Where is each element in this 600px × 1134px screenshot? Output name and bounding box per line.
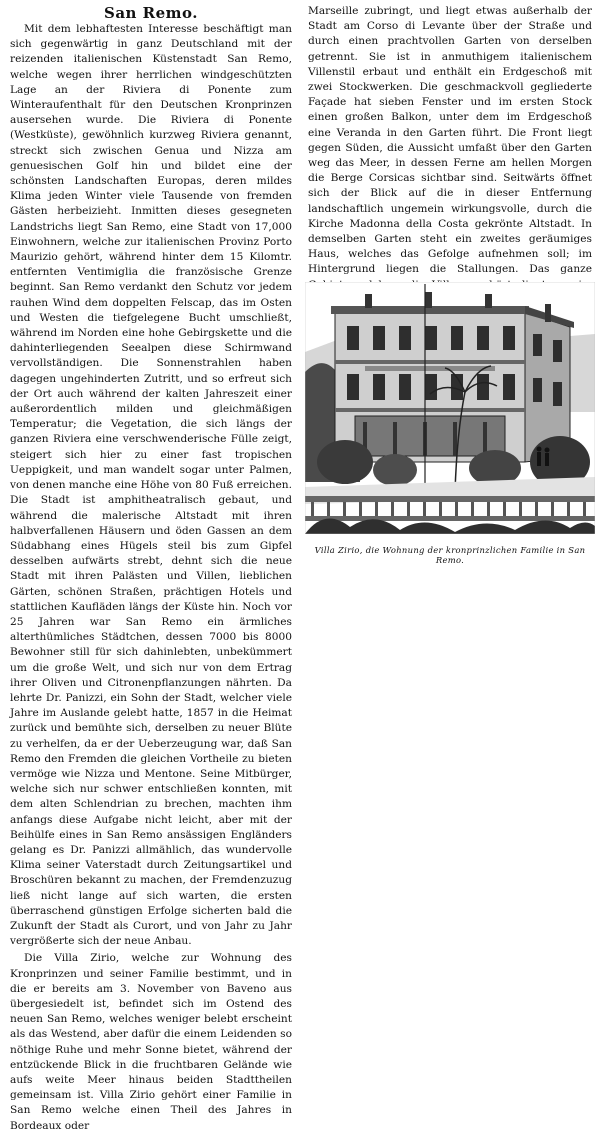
article-title: San Remo. (103, 4, 199, 22)
paragraph-continuation: Marseille zubringt, und liegt etwas außerhalb der Stadt am Corso di Levante über der Straße und durch einen prachtvollen Garten von derselben getrennt. Sie ist in anmuthigem italienischem Villenstil erbaut und enthält ein Erdgeschoß mit zwei Stockwerken. Die geschmackvoll gegliederte Façade hat sieben Fenster und im ersten Stock einen großen Balkon, unter dem im Erdgeschoß eine Veranda in den Garten führt. Die Front liegt gegen Süden, die Aussicht umfaßt über den Garten weg das Meer, in dessen Ferne am hellen Morgen die Berge Corsicas sichtbar sind. Seitwärts öffnet sich der Blick auf die in dieser Entfernung landschaftlich ungemein wirkungsvolle, durch die Kirche Madonna della Costa gekrönte Altstadt. In demselben Garten steht ein zweites geräumiges Haus, welches das Gefolge aufnehmen soll; im Hintergrund liegen die Stallungen. Das ganze (308, 5, 592, 276)
villa-zirio-engraving (305, 282, 595, 534)
figure-caption: Villa Zirio, die Wohnung der kronprinzlichen Familie in San Remo. (314, 545, 586, 565)
paragraph-intro: Mit dem lebhaftesten Interesse beschäftigt man sich gegenwärtig in ganz Deutschland mit der reizenden italienischen Küstenstadt San Remo, welche wegen ihrer herrlichen windgeschützten Lage an der Riviera di Ponente zum Winteraufenthalt für den Deutschen Kronprinzen ausersehen wurde. Die Riviera di Ponente (Westküste), gewöhnlich kurzweg Riviera genannt, streckt sich zwischen Genua und Nizza am genuesischen Golf hin und bildet eine der schönsten Landschaften Europas, deren mildes Klima jeden Winter viele Tausende von fremden Gästen herbeizieht. Inmitten dieses gesegneten Landstrichs liegt San Remo, eine Stadt von 17,000 Einwohnern, welche zur italienischen Provinz Porto Maurizio gehört, während hinter dem 15 Kilomtr. entfernten Ventimiglia die französische Grenze beginnt. San Remo verdankt den Schutz vor jedem rauhen Wind dem doppelten Felscap, das im Osten und Westen die tiefgelegene Bucht umschließt, während im Norden eine hohe Gebirgskette und die dahinterliegenden Seealpen diese Schirmwand vervollständigen. Die Sonnenstrahlen haben dagegen ungehinderten Zutritt, und so erfreut sich der Ort auch während der kalten Jahreszeit einer außerordentlich milden und gleichmäßigen Temperatur; die Vegetation, die sich längs der ganzen Riviera eine verschwenderische Fülle zeigt, steigert sich hier zu einer fast tropischen Ueppigkeit, und man wandelt sogar unter Palmen, von denen manche eine Höhe von 80 Fuß erreichen. Die Stadt ist amphitheatralisch gebaut, und während die malerische Altstadt mit ihren halbverfallenen Häusern und öden Gassen an dem Südabhang eines Hügels steil bis zum Gipfel desselben aufwärts strebt, dehnt sich die neue Stadt mit ihren Palästen und Villen, lieblichen Gärten, schönen Straßen, prächtigen Hotels und stattlichen Kaufläden längs der Küste hin. Noch vor 25 Jahren war San Remo ein ärmliches alterthümliches Städtchen, dessen 7000 bis 8000 Bewohner still für sich dahinlebten, unbekümmert um die große Welt, und sich nur von dem Ertrag ihrer Oliven und Citronenpflanzungen nährten. Da lehrte Dr. Panizzi, ein Sohn der Stadt, welcher viele Jahre im Auslande gelebt hatte, 1857 in die Heimat zurück und bemühte sich, derselben zu neuer Blüte zu verhelfen, da er der Ueberzeugung war, daß San Remo den Fremden die gleichen Vortheile zu bieten vermöge wie Nizza und Mentone. Seine Mitbürger, welche sich nur schwer entschließen konnten, mit dem alten Schlendrian zu brechen, machten ihm anfangs diese Aufgabe nicht leicht, aber mit der Beihülfe eines in San Remo ansässigen Engländers gelang es Dr. Panizzi allmählich, das wundervolle Klima seiner Vaterstadt durch Zeitungsartikel und Broschüren bekannt zu machen, der Fremdenzuzug ließ nicht lange auf sich warten, die ersten überraschend günstigen Erfolge sicherten bald die Zukunft der Stadt als Curort, und von Jahr zu Jahr vergrößerte sich der neue Anbau. (10, 23, 292, 948)
left-column (10, 22, 292, 1134)
paragraph-villa: Die Villa Zirio, welche zur Wohnung des Kronprinzen und seiner Familie bestimmt, und in die er bereits am 3. November von Baveno aus übergesiedelt ist, befindet sich im Ostend des neuen San Remo, welches weniger belebt erscheint als das Westend, aber dafür die einem Leidenden so nöthige Ruhe und mehr Sonne bietet, während der entzückende Blick in die fruchtbaren Gelände wie aufs weite Meer hinaus beiden Stadttheilen gemeinsam ist. Villa Zirio gehört einer Familie in San Remo welche einen Theil des Jahres in Bordeaux oder (10, 952, 292, 1132)
